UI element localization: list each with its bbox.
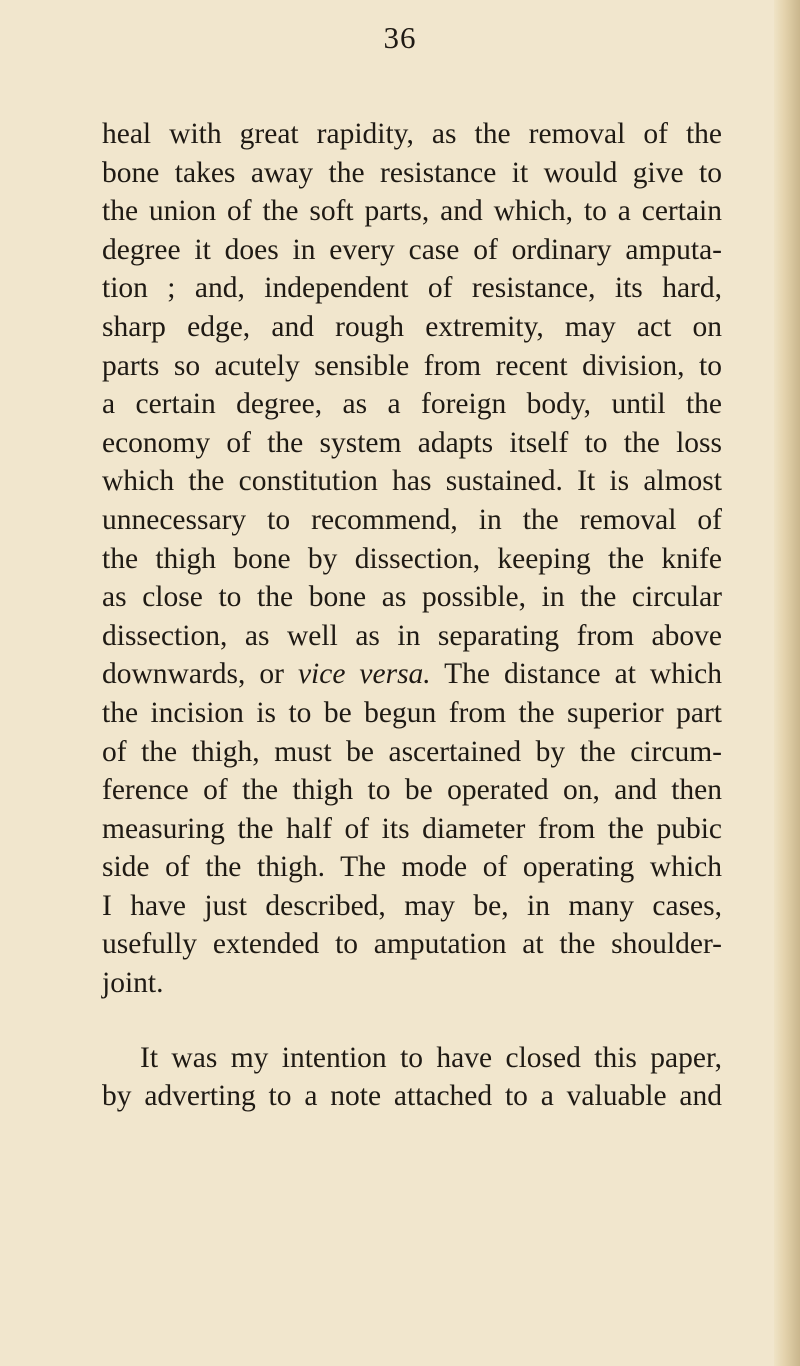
text-line: unnecessary to recommend, in the removal of bbox=[102, 503, 722, 536]
text-line: tion ; and, independent of resistance, its hard, bbox=[102, 272, 722, 305]
paragraph bbox=[102, 115, 722, 1003]
text-line: joint. bbox=[102, 967, 164, 1000]
text-line: the thigh bone by dissection, keeping the knife bbox=[102, 542, 722, 575]
italic-phrase: vice versa. bbox=[297, 658, 431, 691]
text-line: economy of the system adapts itself to the loss bbox=[102, 426, 722, 459]
body-text bbox=[102, 115, 722, 1116]
text-line: It was my intention to have closed this paper, bbox=[140, 1041, 722, 1074]
text-line: the incision is to be begun from the superior part bbox=[102, 696, 722, 729]
text-line: of the thigh, must be ascertained by the circum- bbox=[102, 735, 722, 768]
text-line: side of the thigh. The mode of operating which bbox=[102, 851, 722, 884]
page-number: 36 bbox=[383, 20, 417, 55]
text-line: a certain degree, as a foreign body, until the bbox=[102, 388, 722, 421]
text-line: by adverting to a note attached to a valuable and bbox=[102, 1080, 722, 1113]
text-line: which the constitution has sustained. It is almost bbox=[102, 465, 722, 498]
text-line: I have just described, may be, in many cases, bbox=[102, 889, 722, 922]
text-line: usefully extended to amputation at the shoulder- bbox=[102, 928, 722, 961]
text-segment: downwards, or bbox=[102, 658, 298, 691]
text-line: as close to the bone as possible, in the circular bbox=[102, 581, 722, 614]
paragraph bbox=[102, 1039, 722, 1116]
text-line: heal with great rapidity, as the removal of the bbox=[102, 118, 722, 150]
text-line bbox=[102, 655, 722, 694]
text-line: ference of the thigh to be operated on, and then bbox=[102, 774, 722, 807]
text-segment: The distance at which bbox=[430, 658, 723, 691]
text-line: dissection, as well as in separating from above bbox=[102, 619, 722, 652]
text-line: bone takes away the resistance it would give to bbox=[102, 156, 722, 189]
text-line: the union of the soft parts, and which, to a certain bbox=[102, 195, 722, 228]
page-edge-shadow bbox=[774, 0, 800, 1366]
text-line: sharp edge, and rough extremity, may act on bbox=[102, 310, 722, 343]
paragraph-gap bbox=[102, 1003, 722, 1039]
text-line: degree it does in every case of ordinary amputa- bbox=[102, 233, 722, 266]
text-line: parts so acutely sensible from recent division, to bbox=[102, 349, 722, 382]
text-line: measuring the half of its diameter from the pubic bbox=[102, 812, 722, 845]
